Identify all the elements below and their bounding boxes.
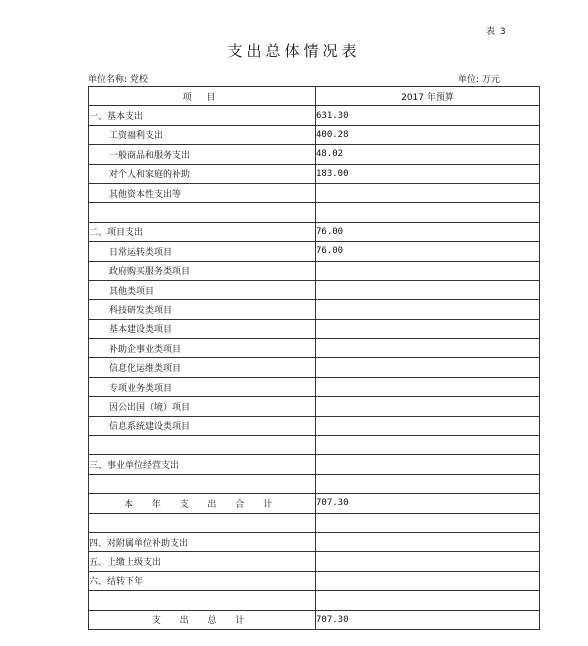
table-row — [89, 532, 540, 551]
row-item-label: 其他资本性支出等 — [89, 183, 316, 202]
row-budget-value — [316, 416, 540, 435]
row-item-label: 补助企事业类项目 — [89, 339, 316, 358]
row-item-label: 日常运转类项目 — [89, 242, 316, 261]
table-row — [89, 261, 540, 280]
row-item-label: 工资福利支出 — [89, 125, 316, 144]
table-row — [89, 222, 540, 241]
table-row — [89, 164, 540, 183]
table-row — [89, 455, 540, 474]
table-row — [89, 377, 540, 396]
row-budget-value — [316, 339, 540, 358]
row-budget-value: 400.28 — [316, 125, 540, 144]
table-row — [89, 145, 540, 164]
row-item-label: 四、对附属单位补助支出 — [89, 532, 316, 551]
row-item-label: 其他类项目 — [89, 280, 316, 299]
table-row — [89, 203, 540, 222]
row-budget-value — [316, 377, 540, 396]
row-item-label: 六、结转下年 — [89, 571, 316, 590]
row-item-label — [89, 513, 316, 532]
table-row — [89, 552, 540, 571]
row-budget-value — [316, 203, 540, 222]
table-row — [89, 106, 540, 125]
table-row — [89, 300, 540, 319]
row-budget-value — [316, 300, 540, 319]
table-row — [89, 591, 540, 610]
table-row — [89, 339, 540, 358]
row-budget-value: 707.30 — [316, 610, 540, 629]
row-item-label: 专项业务类项目 — [89, 377, 316, 396]
row-item-label — [89, 591, 316, 610]
row-item-label — [89, 203, 316, 222]
row-item-label: 政府购买服务类项目 — [89, 261, 316, 280]
row-budget-value — [316, 280, 540, 299]
row-budget-value — [316, 436, 540, 455]
row-item-label: 信息系统建设类项目 — [89, 416, 316, 435]
row-item-label: 基本建设类项目 — [89, 319, 316, 338]
table-row — [89, 319, 540, 338]
row-budget-value — [316, 358, 540, 377]
table-total-row — [89, 494, 540, 513]
row-budget-value — [316, 455, 540, 474]
page-title: 支出总体情况表 — [227, 42, 361, 60]
row-budget-value — [316, 474, 540, 493]
row-item-label: 一、基本支出 — [89, 106, 316, 125]
table-row — [89, 242, 540, 261]
row-budget-value — [316, 319, 540, 338]
table-total-row — [89, 610, 540, 629]
row-budget-value: 183.00 — [316, 164, 540, 183]
table-row — [89, 513, 540, 532]
table-row — [89, 571, 540, 590]
row-item-label: 信息化运维类项目 — [89, 358, 316, 377]
row-budget-value — [316, 571, 540, 590]
table-row — [89, 280, 540, 299]
row-budget-value — [316, 261, 540, 280]
row-item-label: 本 年 支 出 合 计 — [89, 494, 316, 513]
row-item-label — [89, 436, 316, 455]
row-budget-value: 48.02 — [316, 145, 540, 164]
expenditure-table — [88, 86, 540, 630]
row-item-label: 科技研发类项目 — [89, 300, 316, 319]
row-item-label: 三、事业单位经营支出 — [89, 455, 316, 474]
unit-name-label: 单位名称: 党校 — [88, 75, 148, 85]
row-budget-value — [316, 397, 540, 416]
row-budget-value — [316, 532, 540, 551]
row-budget-value: 76.00 — [316, 242, 540, 261]
row-budget-value — [316, 183, 540, 202]
table-row — [89, 183, 540, 202]
row-item-label: 因公出国（境）项目 — [89, 397, 316, 416]
row-item-label: 对个人和家庭的补助 — [89, 164, 316, 183]
table-row — [89, 397, 540, 416]
row-item-label: 一般商品和服务支出 — [89, 145, 316, 164]
column-header-budget: 2017 年预算 — [316, 87, 540, 106]
table-row — [89, 416, 540, 435]
row-item-label — [89, 474, 316, 493]
row-item-label: 五、上缴上级支出 — [89, 552, 316, 571]
row-budget-value: 631.30 — [316, 106, 540, 125]
row-budget-value: 76.00 — [316, 222, 540, 241]
table-row — [89, 474, 540, 493]
row-item-label: 支 出 总 计 — [89, 610, 316, 629]
row-item-label: 二、项目支出 — [89, 222, 316, 241]
table-number: 表 3 — [486, 27, 507, 37]
column-header-item: 项 目 — [89, 87, 316, 106]
row-budget-value: 707.30 — [316, 494, 540, 513]
row-budget-value — [316, 513, 540, 532]
table-row — [89, 358, 540, 377]
row-budget-value — [316, 591, 540, 610]
table-row — [89, 125, 540, 144]
table-header-row — [89, 87, 540, 106]
unit-label: 单位: 万元 — [458, 75, 500, 85]
row-budget-value — [316, 552, 540, 571]
table-row — [89, 436, 540, 455]
